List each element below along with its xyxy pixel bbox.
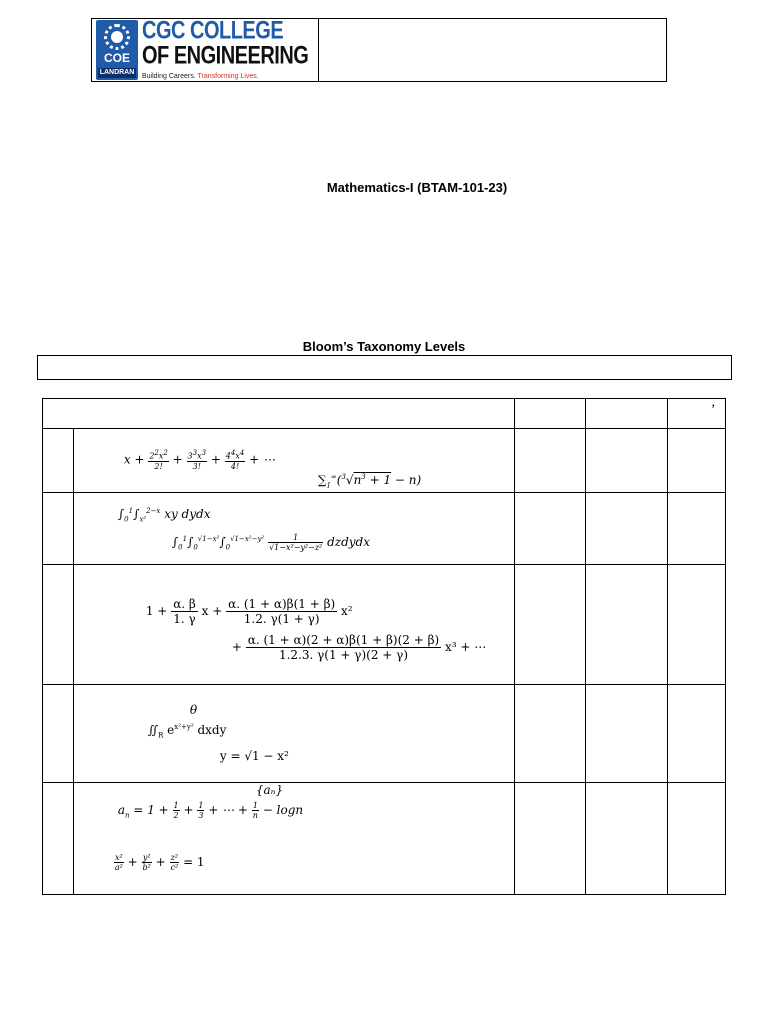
blooms-heading: Bloom’s Taxonomy Levels <box>302 339 466 354</box>
blooms-box <box>37 355 732 380</box>
question-cell <box>73 429 514 493</box>
college-name-line2: OF ENGINEERING <box>142 42 309 70</box>
header-cell-b <box>585 399 668 429</box>
triple-integral: $\int_0^1\int_0^{√1-x^2}\int_0^{√1-x^2-y^2}$ $\frac{1}{\text{√1−x²−y²−z²}}$ dzdydx <box>171 533 370 552</box>
college-name-line1: CGC COLLEGE <box>142 17 284 45</box>
logo-place: LANDRAN <box>99 69 135 76</box>
double-integral: $\int_0^1\int_{x^2}^{2-x}$ xy dydx <box>117 507 211 524</box>
question-cell <box>73 565 514 685</box>
row-number-cell <box>43 493 74 565</box>
row-number-cell <box>43 565 74 685</box>
corner-mark: , <box>711 395 715 410</box>
question-cell <box>73 493 514 565</box>
sum-expression: $\sum_1^\infty(^3√n^3 + 1 - n)$ <box>317 473 422 490</box>
table-row <box>43 783 726 895</box>
theta-symbol: θ <box>189 703 198 717</box>
header-cell-question <box>43 399 515 429</box>
table-row <box>43 429 726 493</box>
ellipsoid-rhs: = 1 <box>183 855 205 869</box>
hypergeometric-line1: 1 + $\frac{\alpha. \beta}{1. \gamma}$ x + $\frac{\alpha. (1 + \alpha)\beta(1 + \beta)}{1.2. \gamma(1 + \gamma)}$ x² <box>145 597 353 626</box>
header-cell-a <box>514 399 585 429</box>
logo-text: COE <box>103 51 130 65</box>
ellipsoid-equation: $\frac{\text{x²}}{\text{a²}}$ + $\frac{\text{y²}}{\text{b²}}$ + $\frac{\text{z²}}{\text{c²}}$ = 1 <box>114 853 205 872</box>
document-title: Mathematics-I (BTAM-101-23) <box>326 180 508 195</box>
header-divider <box>318 18 319 82</box>
series-expression: x + $\frac{2^2x^2}{2!}$ + $\frac{3^3x^3}{3!}$ + $\frac{4^4x^4}{4!}$ + ⋯ <box>123 449 276 471</box>
question-table <box>42 395 726 895</box>
region-integral: $∬_R$ $e^{x^2+y^2}$ dxdy <box>147 723 227 740</box>
tagline-part2: Transforming Lives. <box>197 73 259 80</box>
row-number-cell <box>43 429 74 493</box>
table-row <box>43 685 726 783</box>
sequence-definition: $a_n = 1$ + $\frac{1}{2}$ + $\frac{1}{3}$ + ⋯ + $\frac{1}{n}$ − logn <box>117 801 304 820</box>
table-header-row <box>43 399 726 429</box>
question-cell <box>73 685 514 783</box>
tagline-part1: Building Careers. <box>142 73 198 80</box>
question-cell <box>73 783 514 895</box>
hypergeometric-line2: + $\frac{\alpha. (1 + \alpha)(2 + \alpha)\beta(1 + \beta)(2 + \beta)}{1.2.3. \gamma(1 + \gamma)(2 + \gamma)}$ x³ + ⋯ <box>231 633 487 662</box>
table-row <box>43 493 726 565</box>
table-row <box>43 565 726 685</box>
row-number-cell <box>43 685 74 783</box>
tagline <box>142 73 259 80</box>
curve-equation: y = √1 − x² <box>219 749 289 763</box>
header-cell-c <box>668 395 726 429</box>
row-number-cell <box>43 783 74 895</box>
sequence-symbol: {aₙ} <box>255 783 284 797</box>
gear-center <box>111 31 123 43</box>
